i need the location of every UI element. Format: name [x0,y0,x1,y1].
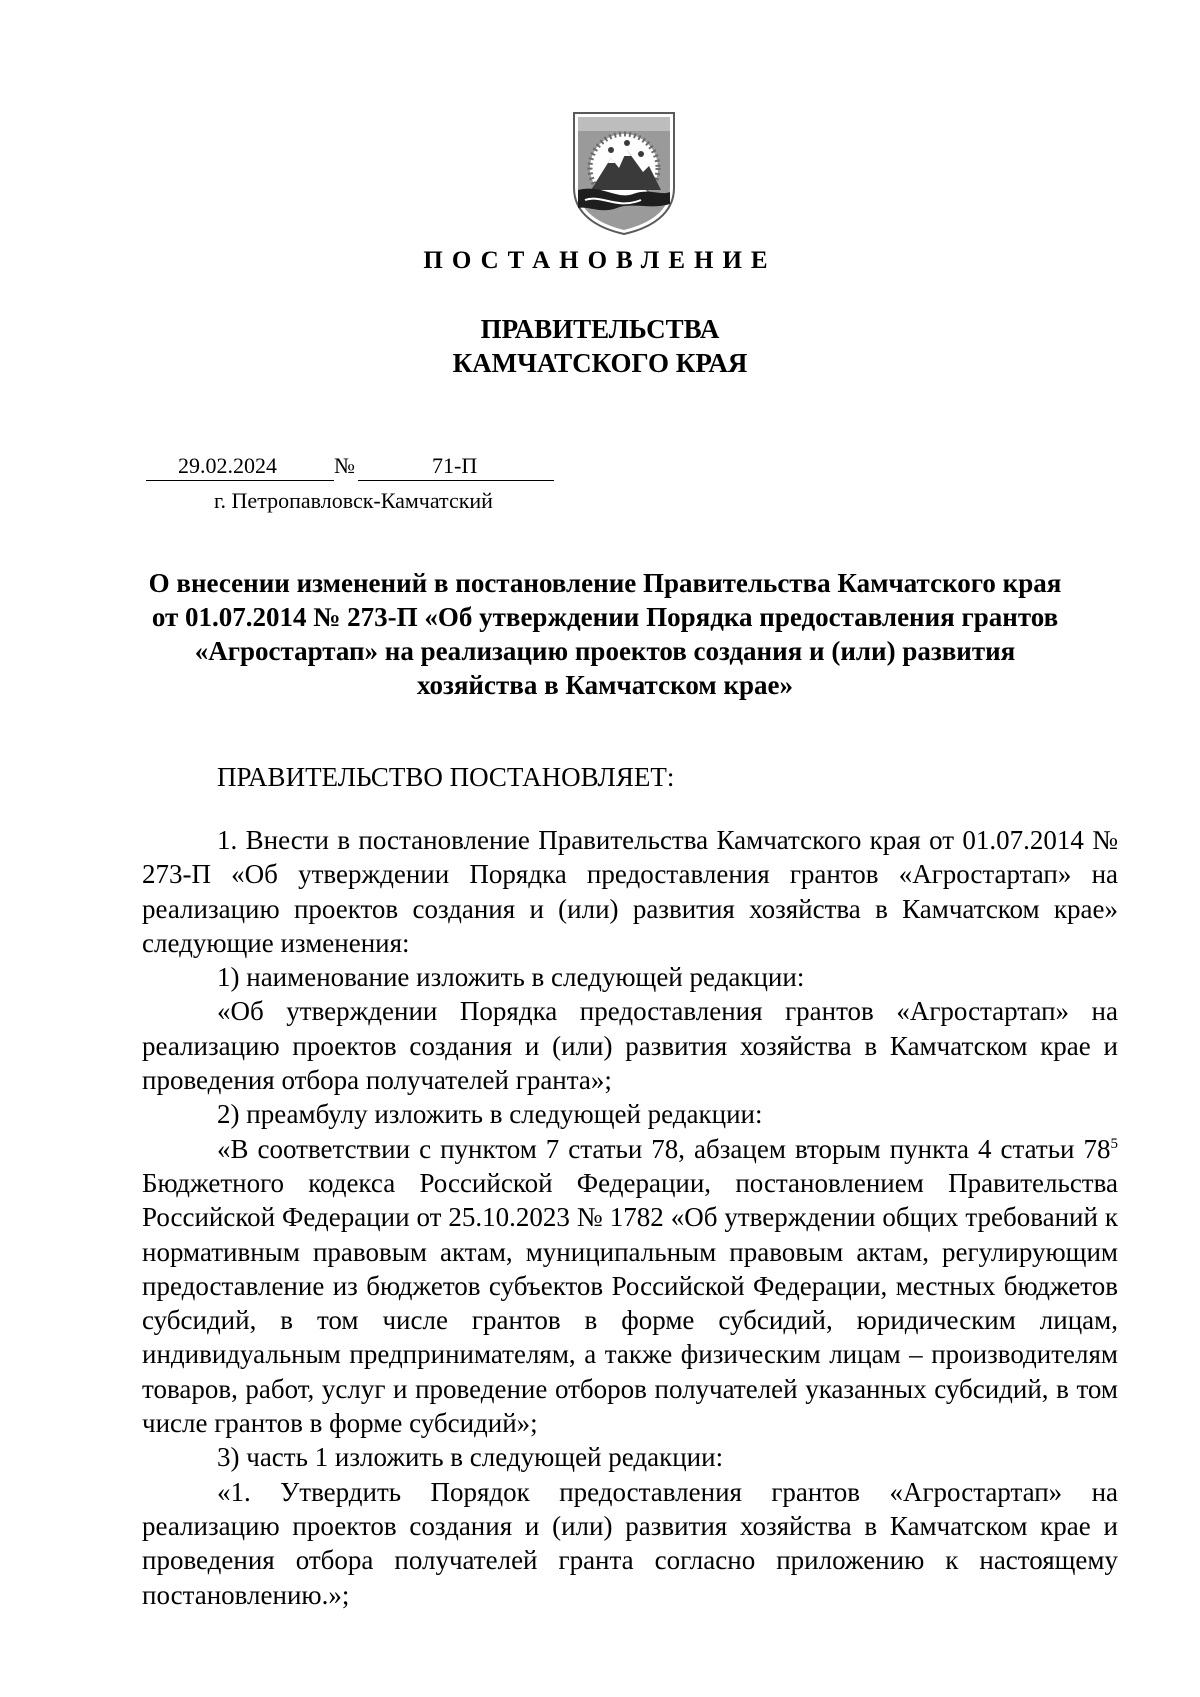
date-number-line [0,451,1200,485]
paragraph-item-2: 2) преамбулу изложить в следующей редакции: [217,1099,763,1130]
coat-of-arms-emblem [571,110,677,236]
place-of-issue: г. Петропавловск-Камчатский [214,488,493,513]
decree-statement: ПРАВИТЕЛЬСТВО ПОСТАНОВЛЯЕТ: [217,762,675,792]
document-number: 71-П [432,453,478,478]
paragraph-item-1: 1) наименование изложить в следующей редакции: [217,962,805,993]
preamble-text-end: Бюджетного кодекса Российской Федерации, постановлением Правительства Российской Федерации от 25.10.2023 № 1782 «Об утверждении общих требований к нормативным правовым актам, муниципальным правовым актам, регулирующим предоставление из бюджетов субъектов Российской Федерации, местных бюджетов субсидий, в том числе грантов в форме субсидий, юридическим лицам, индивидуальным предпринимателям, а также физическим лицам – производителям товаров, работ, услуг и проведение отборов получателей указанных субсидий, в том числе грантов в форме субсидий»; [142,1167,1118,1439]
authority-line-1: ПРАВИТЕЛЬСТВА [480,314,720,344]
title-line-4: хозяйства в Камчатском крае» [417,670,793,700]
number-sign: № [334,453,355,478]
paragraph-1: 1. Внести в постановление Правительства Камчатского края от 01.07.2014 № 273-П «Об утверждении Порядка предоставления грантов «Агростартап» на реализацию проектов создания и (или) развития хозяйства в Камчатском крае» следующие изменения: [142,825,1118,958]
document-type-heading: ПОСТАНОВЛЕНИЕ [423,247,777,274]
authority-line-2: КАМЧАТСКОГО КРАЯ [452,348,748,378]
article-superscript: 5 [1110,1135,1118,1152]
paragraph-quote-part-1: «1. Утвердить Порядок предоставления грантов «Агростартап» на реализацию проектов создания и (или) развития хозяйства в Камчатском крае и проведения отбора получателей гранта согласно приложению к настоящему постановлению.»; [142,1476,1118,1610]
title-line-3: «Агростартап» на реализацию проектов создания и (или) развития [194,636,1016,666]
preamble-text-start: «В соответствии с пунктом 7 статьи 78, абзацем вторым пункта 4 статьи 78 [217,1133,1111,1164]
document-title [140,566,1070,702]
title-line-1: О внесении изменений в постановление Правительства Камчатского края [148,568,1062,598]
title-line-2: от 01.07.2014 № 273-П «Об утверждении Порядка предоставления грантов [151,602,1059,632]
paragraph-quote-preamble [142,1132,1118,1441]
issuing-authority [0,312,1200,380]
document-date: 29.02.2024 [178,453,277,478]
paragraph-quote-title: «Об утверждении Порядка предоставления грантов «Агростартап» на реализацию проектов создания и (или) развития хозяйства в Камчатском крае и проведения отбора получателей гранта»; [142,996,1118,1096]
paragraph-item-3: 3) часть 1 изложить в следующей редакции: [217,1442,724,1473]
document-body [142,823,1118,1612]
